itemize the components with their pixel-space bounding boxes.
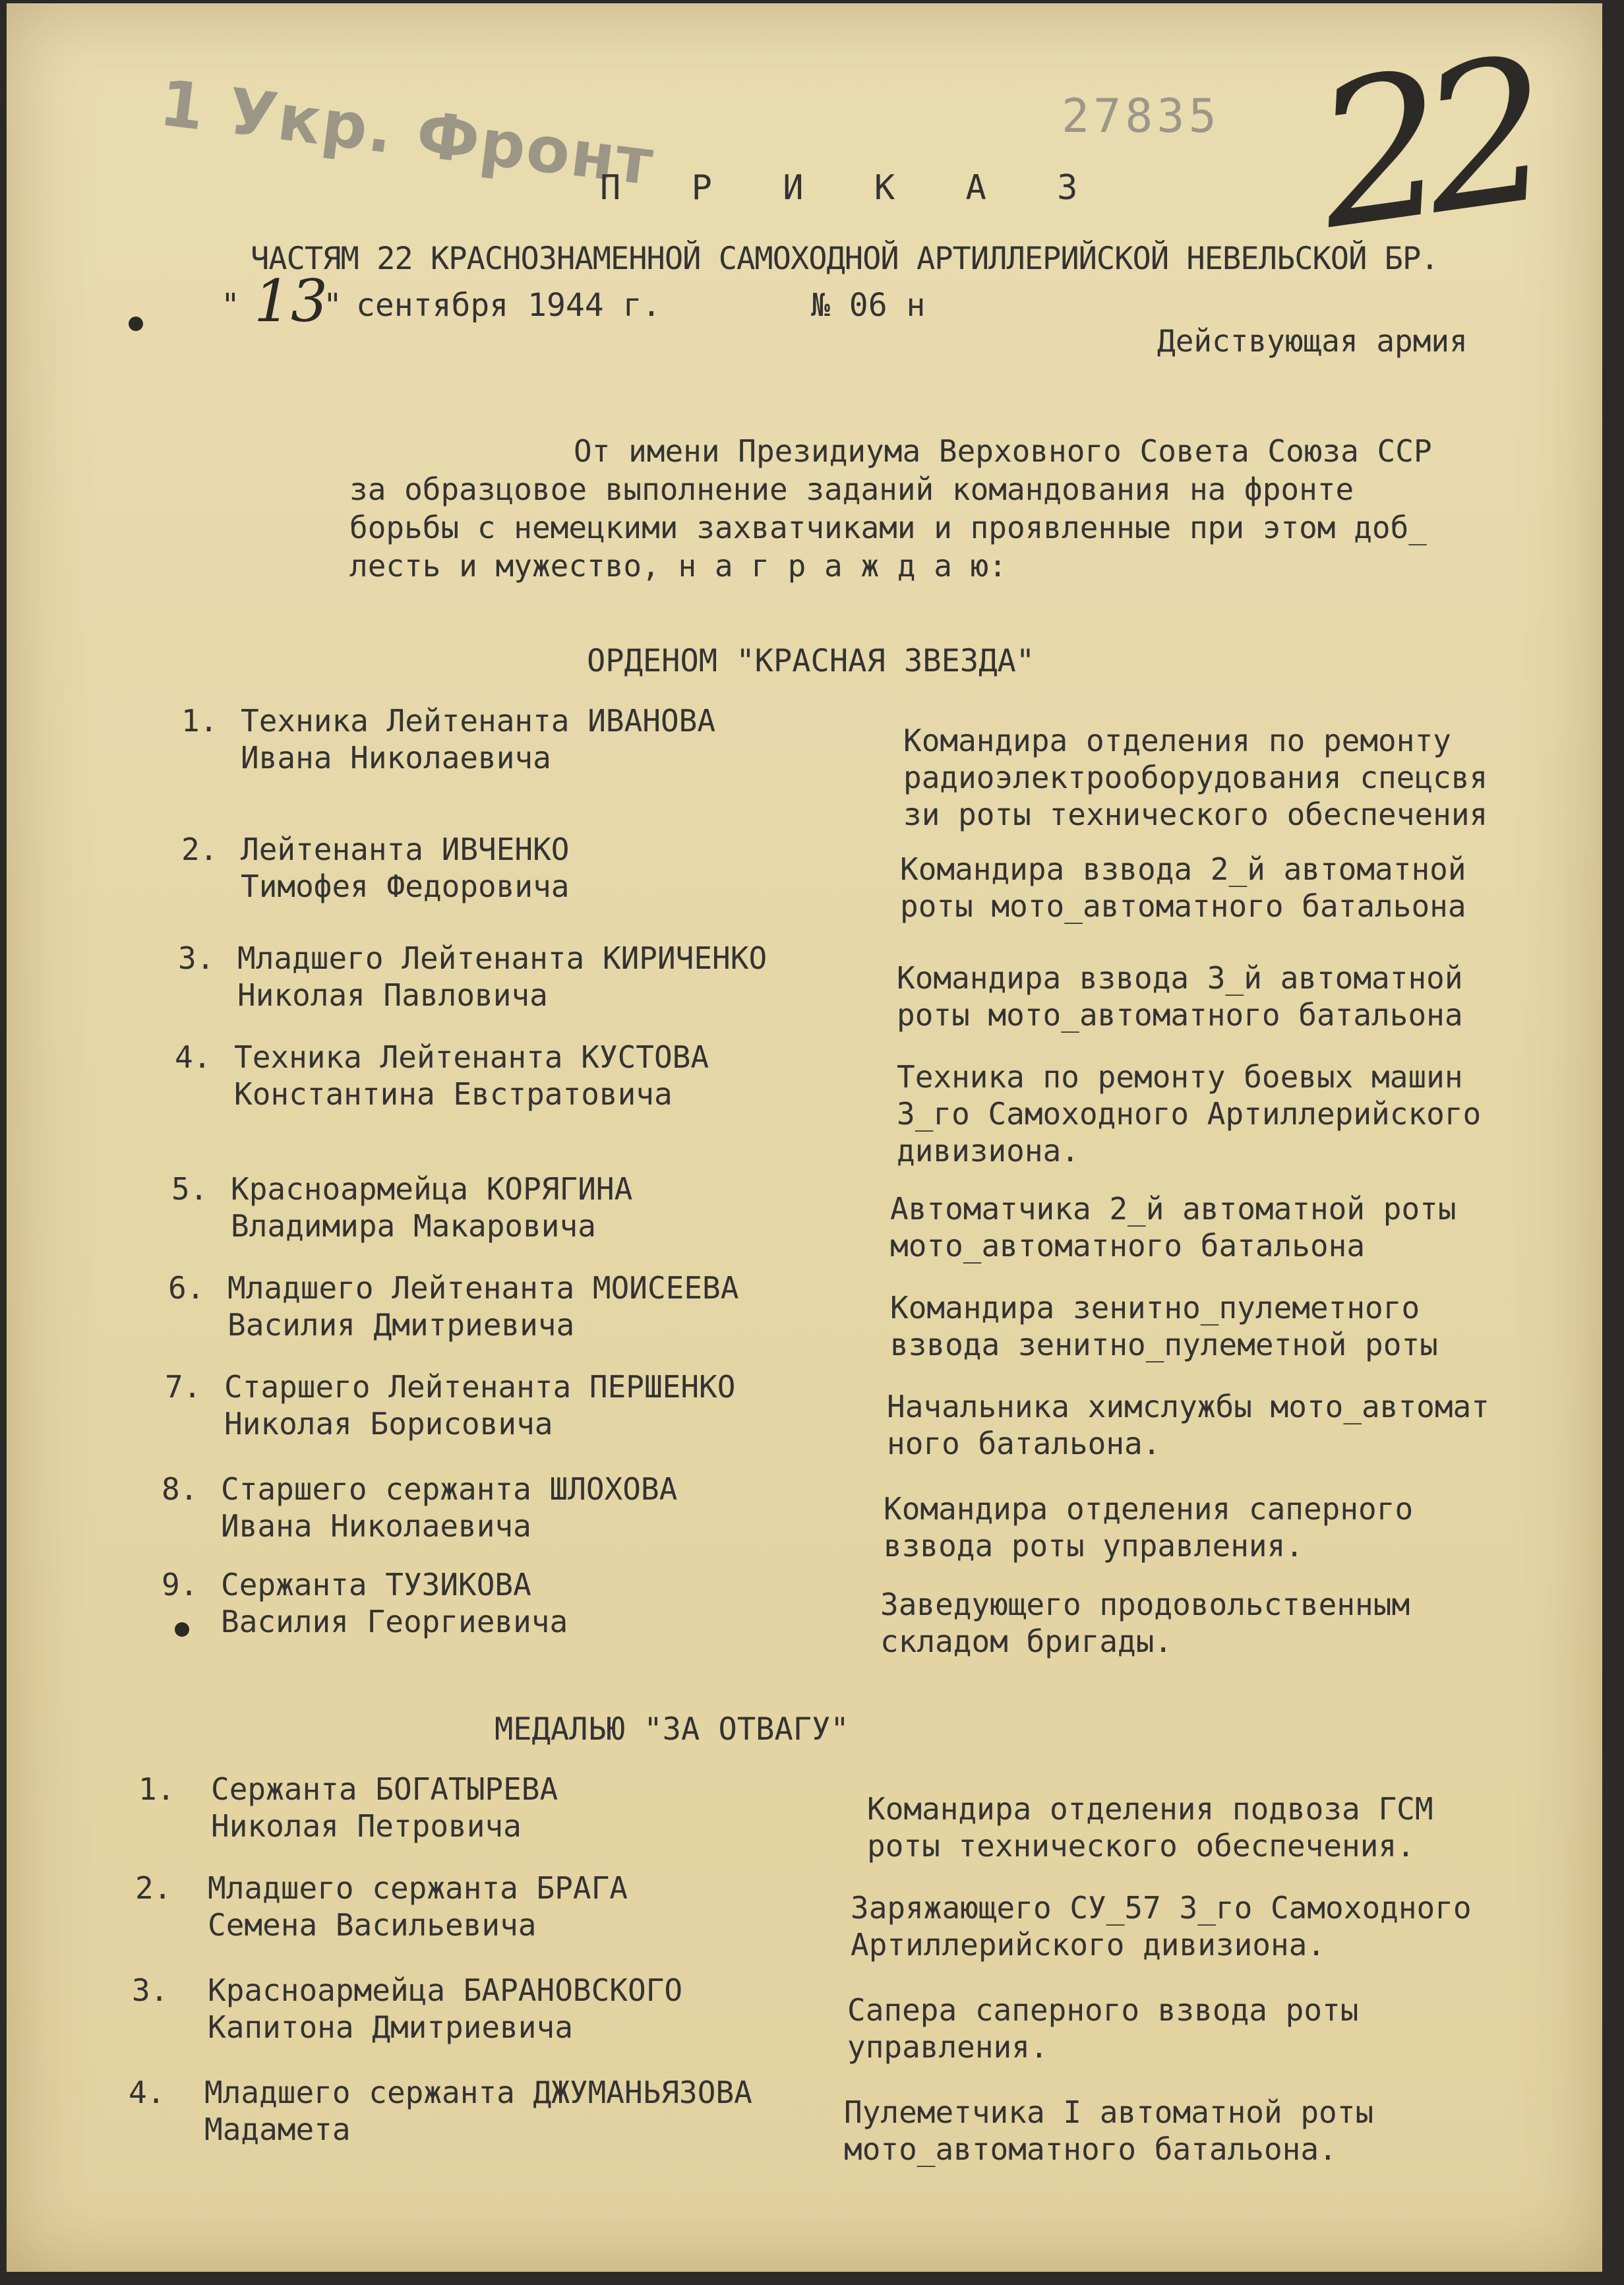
entry-number: 8. — [162, 1471, 198, 1507]
entry-name — [204, 2074, 752, 2148]
entry-position-line: роты мото_автоматного батальона — [900, 888, 1466, 924]
entry-name — [241, 702, 715, 776]
entry-name — [241, 831, 570, 905]
entry-position-line: ного батальона. — [887, 1426, 1161, 1461]
preamble-line: за образцовое выполнение заданий командования на фронте — [349, 472, 1354, 507]
entry-position — [897, 1058, 1481, 1169]
entry-name — [211, 1771, 558, 1844]
entry-number: 7. — [165, 1369, 202, 1405]
entry-position-line: Артиллерийского дивизиона. — [851, 1927, 1326, 1963]
entry-position-line: Заряжающего СУ_57 3_го Самоходного — [851, 1890, 1472, 1926]
punch-hole — [129, 317, 143, 331]
entry-name-line: Младшего сержанта ДЖУМАНЬЯЗОВА — [204, 2075, 752, 2110]
entry-name — [231, 1171, 632, 1244]
entry-name-line: Младшего сержанта БРАГА — [208, 1870, 628, 1906]
entry-position-line: взвода зенитно_пулеметной роты — [890, 1327, 1438, 1362]
date-quote-open: " — [221, 287, 240, 324]
entry-name-line: Лейтенанта ИВЧЕНКО — [241, 832, 570, 867]
entry-name-line: Старшего Лейтенанта ПЕРШЕНКО — [224, 1369, 736, 1405]
entry-position — [867, 1790, 1433, 1864]
entry-name — [208, 1972, 682, 2046]
entry-number: 4. — [129, 2075, 165, 2110]
entry-name — [234, 1039, 709, 1112]
entry-name-line: Ивана Николаевича — [221, 1508, 531, 1544]
entry-name-line: Капитона Дмитриевича — [208, 2009, 573, 2045]
entry-number: 3. — [178, 940, 215, 976]
entry-position-line: роты мото_автоматного батальона — [897, 997, 1463, 1033]
entry-name — [227, 1269, 738, 1343]
entry-name-line: Константина Евстратовича — [234, 1076, 673, 1112]
entry-name — [237, 940, 767, 1014]
entry-position-line: мото_автоматного батальона — [890, 1228, 1366, 1264]
entry-position-line: дивизиона. — [897, 1133, 1079, 1169]
preamble-line: лесть и мужество, н а г р а ж д а ю: — [349, 548, 1007, 584]
entry-position — [847, 1992, 1358, 2065]
order-number: № 06 н — [811, 287, 926, 324]
entry-name-line: Николая Борисовича — [224, 1406, 553, 1442]
entry-position — [900, 851, 1466, 925]
entry-position — [851, 1889, 1472, 1963]
section-heading: ОРДЕНОМ "КРАСНАЯ ЗВЕЗДА" — [587, 643, 1035, 679]
entry-position-line: Автоматчика 2_й автоматной роты — [890, 1191, 1457, 1227]
entry-name-line: Тимофея Федоровича — [241, 868, 570, 904]
entry-name-line: Техника Лейтенанта КУСТОВА — [234, 1039, 709, 1075]
preamble-line: борьбы с немецкими захватчиками и проявленные при этом доб_ — [349, 510, 1427, 545]
entry-name-line: Сержанта БОГАТЫРЕВА — [211, 1771, 558, 1807]
entry-name-line: Владимира Макаровича — [231, 1208, 596, 1244]
entry-position — [887, 1388, 1489, 1462]
entry-position — [884, 1490, 1413, 1564]
entry-name-line: Семена Васильевича — [208, 1907, 537, 1943]
entry-name-line: Николая Петровича — [211, 1808, 522, 1844]
entry-name — [208, 1870, 628, 1943]
entry-name — [221, 1471, 677, 1544]
entry-position-line: радиоэлектрооборудования спецсвя — [903, 760, 1488, 795]
preamble-line: От имени Президиума Верховного Совета Союза ССР — [574, 433, 1432, 469]
entry-position-line: Командира отделения саперного — [884, 1491, 1414, 1527]
entry-number: 2. — [135, 1870, 172, 1906]
entry-number: 4. — [175, 1039, 212, 1075]
document-page — [7, 3, 1602, 2272]
entry-name-line: Старшего сержанта ШЛОХОВА — [221, 1471, 678, 1507]
entry-position-line: Заведующего продовольственным — [880, 1587, 1410, 1622]
entry-position-line: Сапера саперного взвода роты — [847, 1992, 1359, 2028]
entry-name — [224, 1368, 735, 1442]
section-heading: МЕДАЛЬЮ "ЗА ОТВАГУ" — [495, 1711, 849, 1748]
entry-position-line: Командира взвода 2_й автоматной — [900, 851, 1466, 887]
entry-number: 3. — [132, 1972, 169, 2008]
entry-position — [890, 1289, 1438, 1363]
entry-name-line: Техника Лейтенанта ИВАНОВА — [241, 703, 716, 739]
punch-hole — [175, 1622, 189, 1637]
handwritten-page-number: 22 — [1304, 16, 1546, 274]
entry-position-line: Начальника химслужбы мото_автомат — [887, 1389, 1489, 1424]
entry-name-line: Ивана Николаевича — [241, 740, 551, 776]
entry-name-line: Младшего Лейтенанта МОИСЕЕВА — [227, 1270, 739, 1306]
entry-name-line: Красноармейца БАРАНОВСКОГО — [208, 1972, 683, 2008]
entry-name-line: Младшего Лейтенанта КИРИЧЕНКО — [237, 940, 767, 976]
archive-number: 27835 — [1062, 89, 1220, 143]
entry-position-line: управления. — [847, 2029, 1048, 2065]
entry-number: 5. — [171, 1171, 208, 1207]
entry-position — [844, 2094, 1373, 2168]
entry-position-line: Командира отделения по ремонту — [903, 723, 1451, 758]
entry-position — [890, 1190, 1457, 1264]
entry-position — [880, 1586, 1410, 1660]
entry-name-line: Николая Павловича — [237, 977, 548, 1013]
entry-position — [903, 722, 1488, 833]
entry-number: 1. — [181, 703, 218, 739]
document-subtitle: ЧАСТЯМ 22 КРАСНОЗНАМЕННОЙ САМОХОДНОЙ АРТИЛЛЕРИЙСКОЙ НЕВЕЛЬСКОЙ БР. — [251, 241, 1439, 277]
entry-name-line: Красноармейца КОРЯГИНА — [231, 1171, 633, 1207]
entry-number: 6. — [168, 1270, 205, 1306]
entry-position-line: складом бригады. — [880, 1624, 1173, 1659]
entry-position-line: Командира зенитно_пулеметного — [890, 1290, 1420, 1325]
document-title: П Р И К А З — [600, 168, 1103, 208]
entry-position-line: мото_автоматного батальона. — [844, 2131, 1337, 2167]
entry-name-line: Мадамета — [204, 2112, 351, 2147]
entry-position-line: Пулеметчика I автоматной роты — [844, 2094, 1374, 2130]
date-day: 13 — [254, 267, 328, 335]
army-label: Действующая армия — [1157, 323, 1468, 359]
entry-name-line: Сержанта ТУЗИКОВА — [221, 1567, 531, 1602]
entry-position-line: роты технического обеспечения. — [867, 1828, 1415, 1864]
entry-position-line: 3_го Самоходного Артиллерийского — [897, 1096, 1482, 1132]
entry-number: 1. — [138, 1771, 175, 1807]
preamble — [349, 432, 1589, 585]
entry-name — [221, 1566, 568, 1640]
entry-name-line: Василия Дмитриевича — [227, 1307, 575, 1343]
front-stamp: 1 Укр. Фронт — [156, 66, 659, 200]
date-quote-close: " — [323, 287, 342, 324]
entry-position-line: Техника по ремонту боевых машин — [897, 1059, 1463, 1095]
entry-name-line: Василия Георгиевича — [221, 1604, 568, 1639]
entry-number: 9. — [162, 1567, 198, 1602]
entry-position-line: зи роты технического обеспечения — [903, 797, 1488, 832]
entry-position-line: Командира взвода 3_й автоматной — [897, 960, 1463, 996]
entry-position-line: взвода роты управления. — [884, 1528, 1304, 1564]
entry-position — [897, 960, 1463, 1033]
entry-number: 2. — [181, 832, 218, 867]
date-month-year: сентября 1944 г. — [356, 287, 661, 324]
entry-position-line: Командира отделения подвоза ГСМ — [867, 1791, 1433, 1827]
